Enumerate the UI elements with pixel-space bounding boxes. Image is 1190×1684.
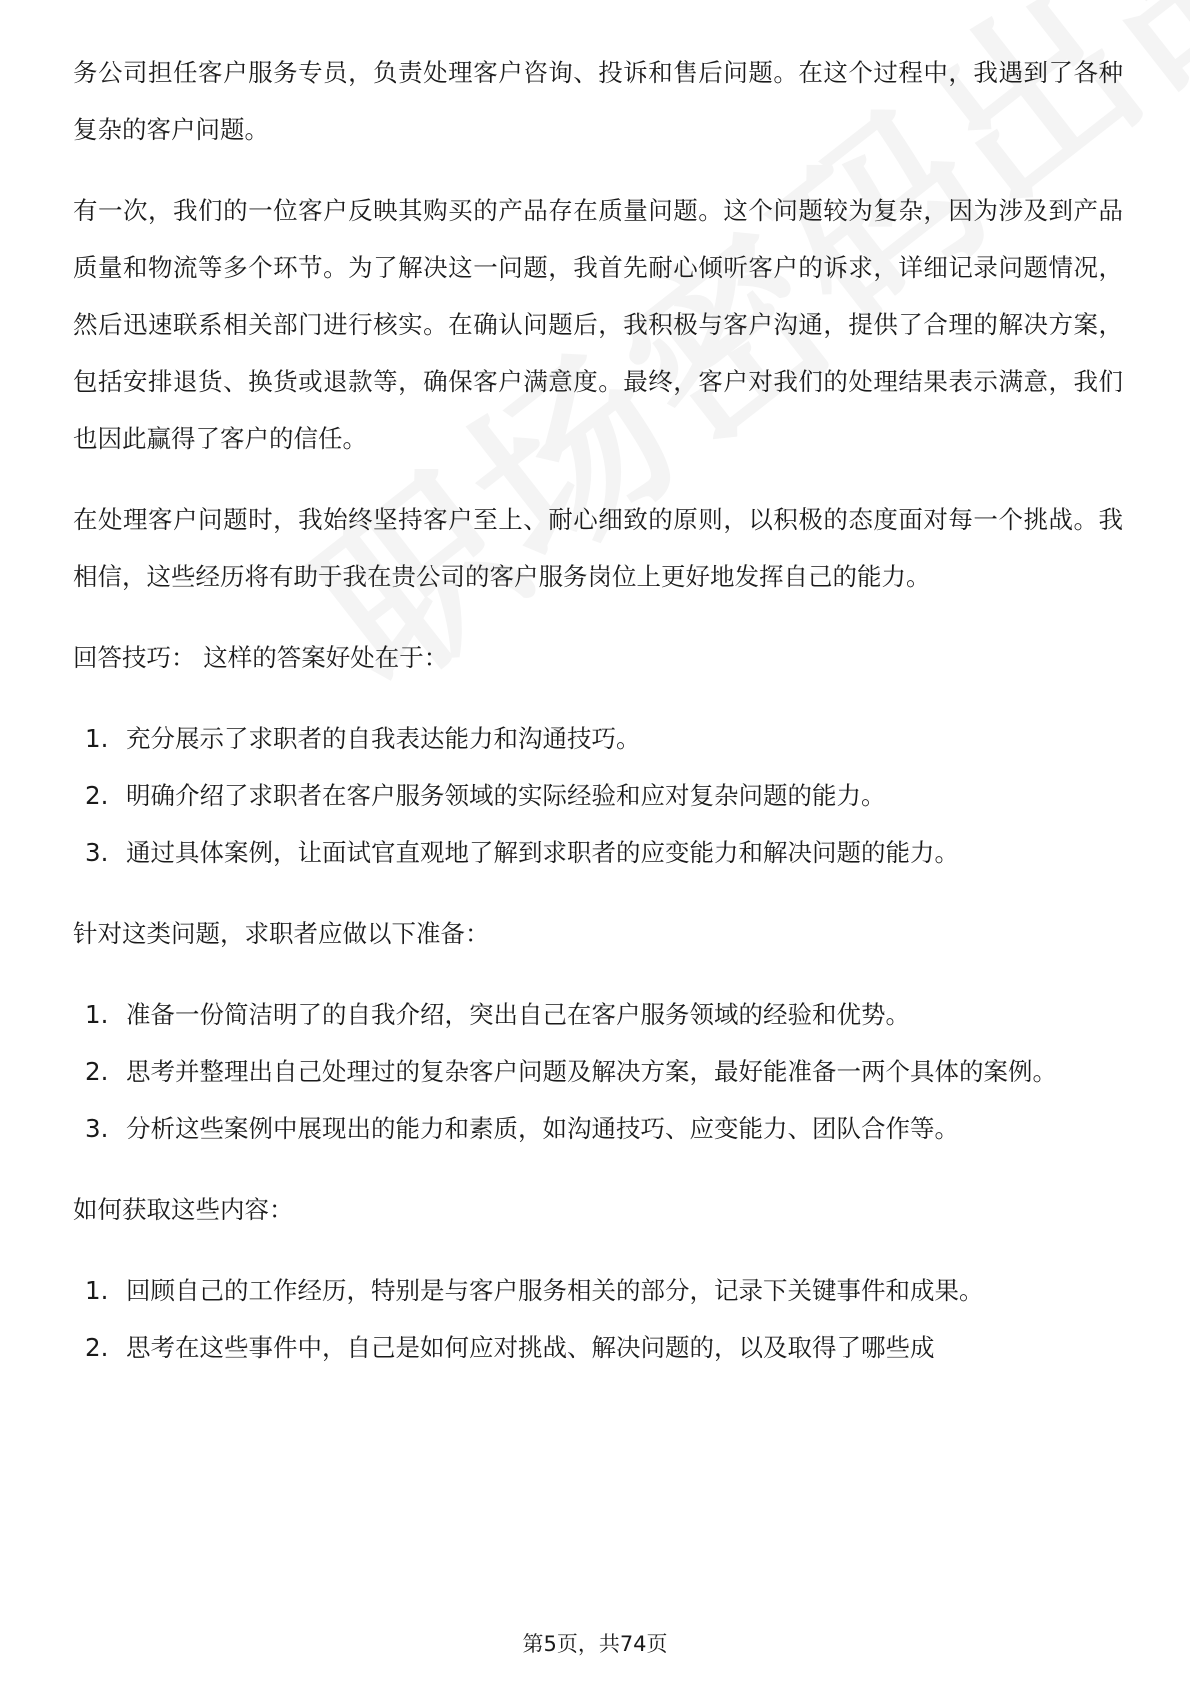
list-number: 2.: [85, 781, 109, 810]
list-item-text: 明确介绍了求职者在客户服务领域的实际经验和应对复杂问题的能力。: [126, 781, 886, 810]
list-item: [73, 824, 1123, 881]
list-number: 1.: [85, 1276, 109, 1305]
tips-list: [73, 710, 1123, 881]
list-number: 3.: [85, 838, 109, 867]
list-item-text: 思考并整理出自己处理过的复杂客户问题及解决方案，最好能准备一两个具体的案例。: [126, 1057, 1057, 1086]
list-number: 1.: [85, 724, 109, 753]
page-number-footer: 第5页，共74页: [522, 1632, 668, 1656]
list-item: [73, 1043, 1123, 1100]
list-item-text: 充分展示了求职者的自我表达能力和沟通技巧。: [126, 724, 641, 753]
prep-list: [73, 986, 1123, 1157]
list-item: [73, 710, 1123, 767]
obtain-heading: 如何获取这些内容：: [73, 1195, 294, 1224]
obtain-list: [73, 1262, 1123, 1376]
list-item: [73, 1319, 1123, 1376]
paragraph: 务公司担任客户服务专员，负责处理客户咨询、投诉和售后问题。在这个过程中，我遇到了各种复杂的客户问题。: [73, 58, 1123, 144]
list-item-text: 准备一份简洁明了的自我介绍，突出自己在客户服务领域的经验和优势。: [126, 1000, 910, 1029]
paragraph: 有一次，我们的一位客户反映其购买的产品存在质量问题。这个问题较为复杂，因为涉及到产品质量和物流等多个环节。为了解决这一问题，我首先耐心倾听客户的诉求，详细记录问题情况，然后迅速联系相关部门进行核实。在确认问题后，我积极与客户沟通，提供了合理的解决方案，包括安排退货、换货或退款等，确保客户满意度。最终，客户对我们的处理结果表示满意，我们也因此赢得了客户的信任。: [73, 196, 1123, 453]
list-number: 2.: [85, 1057, 109, 1086]
tips-heading: 回答技巧： 这样的答案好处在于：: [73, 643, 449, 672]
prep-heading: 针对这类问题，求职者应做以下准备：: [73, 919, 490, 948]
list-item: [73, 767, 1123, 824]
list-item-text: 思考在这些事件中，自己是如何应对挑战、解决问题的，以及取得了哪些成: [126, 1333, 935, 1362]
page-content: [73, 44, 1123, 1400]
list-number: 3.: [85, 1114, 109, 1143]
list-item: [73, 986, 1123, 1043]
list-item: [73, 1262, 1123, 1319]
paragraph: 在处理客户问题时，我始终坚持客户至上、耐心细致的原则，以积极的态度面对每一个挑战。我相信，这些经历将有助于我在贵公司的客户服务岗位上更好地发挥自己的能力。: [73, 505, 1123, 591]
list-item-text: 回顾自己的工作经历，特别是与客户服务相关的部分，记录下关键事件和成果。: [126, 1276, 984, 1305]
list-number: 1.: [85, 1000, 109, 1029]
list-item: [73, 1100, 1123, 1157]
list-number: 2.: [85, 1333, 109, 1362]
list-item-text: 分析这些案例中展现出的能力和素质，如沟通技巧、应变能力、团队合作等。: [126, 1114, 959, 1143]
list-item-text: 通过具体案例，让面试官直观地了解到求职者的应变能力和解决问题的能力。: [126, 838, 959, 867]
